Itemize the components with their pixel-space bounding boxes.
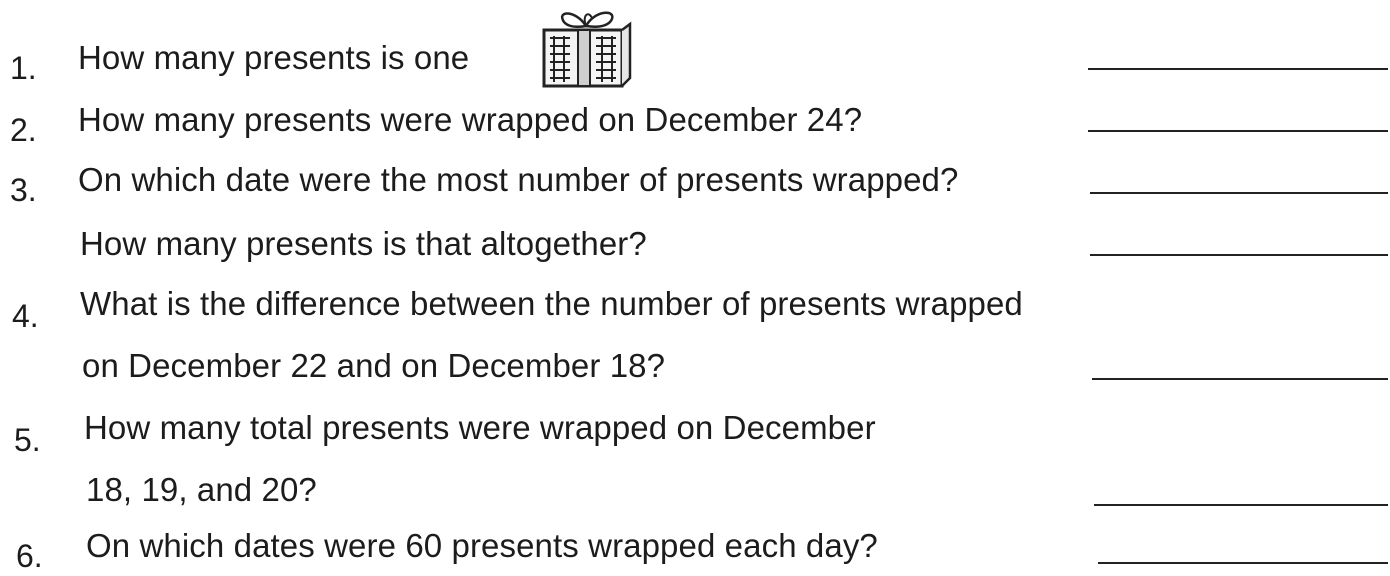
question-text: How many presents is one — [78, 39, 470, 76]
question-text-continued: 18, 19, and 20? — [86, 471, 317, 508]
question-number: 3. — [10, 172, 37, 208]
answer-line[interactable] — [1088, 130, 1388, 132]
question-text-continued: How many presents is that altogether? — [80, 225, 647, 262]
answer-line[interactable] — [1098, 562, 1388, 564]
question-number: 5. — [14, 422, 41, 458]
question-number: 1. — [10, 50, 37, 86]
answer-line[interactable] — [1092, 378, 1388, 380]
question-text-continued: on December 22 and on December 18? — [82, 347, 666, 384]
question-number: 4. — [12, 298, 39, 334]
question-text: How many total presents were wrapped on December — [84, 409, 876, 446]
question-number: 2. — [10, 112, 37, 148]
answer-line[interactable] — [1090, 254, 1388, 256]
question-text: How many presents were wrapped on December 24? — [78, 101, 863, 138]
question-text: On which date were the most number of presents wrapped? — [78, 161, 959, 198]
question-number: 6. — [16, 538, 43, 574]
answer-line[interactable] — [1094, 504, 1388, 506]
question-text: On which dates were 60 presents wrapped each day? — [86, 527, 878, 564]
gift-box-icon — [536, 6, 636, 88]
answer-line[interactable] — [1090, 192, 1388, 194]
answer-line[interactable] — [1088, 68, 1388, 70]
question-text: What is the difference between the number of presents wrapped — [80, 285, 1023, 322]
